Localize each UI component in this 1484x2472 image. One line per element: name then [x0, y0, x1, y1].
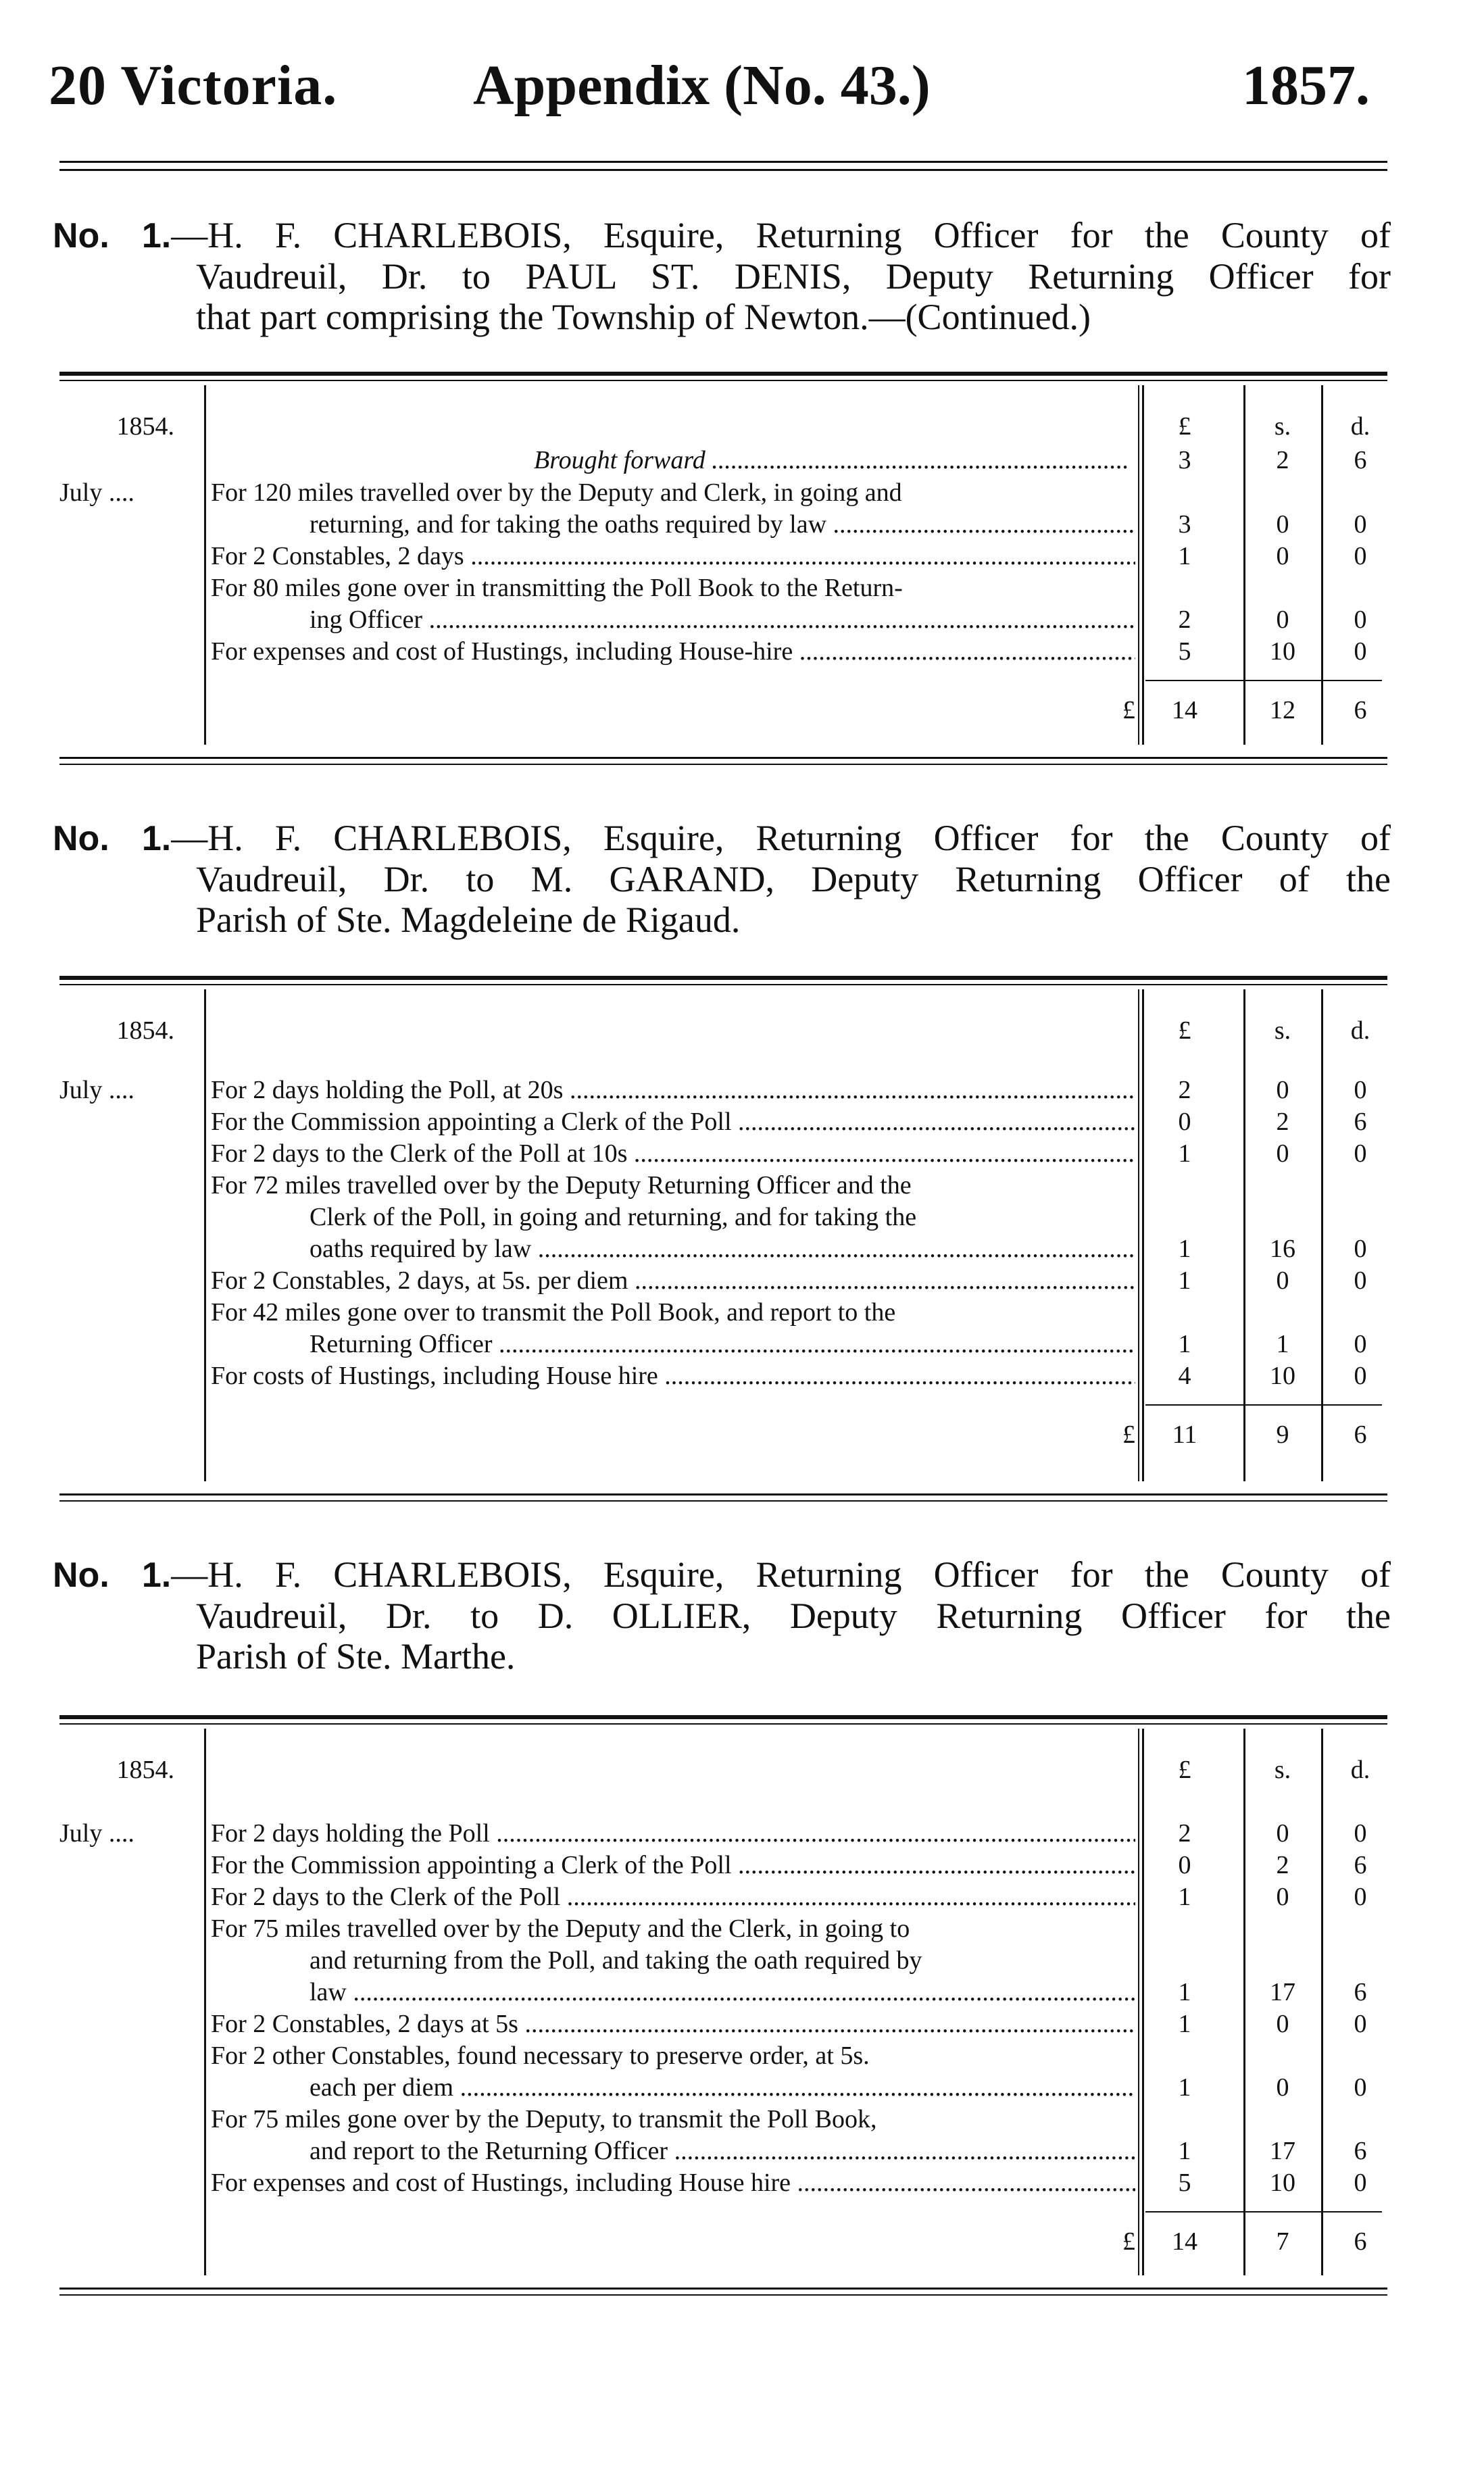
- amount-s: 10: [1270, 637, 1295, 666]
- ledger-item-text: For 72 miles travelled over by the Deputy Returning Officer and the: [211, 1171, 912, 1200]
- table-bottom-rule: [59, 1493, 1387, 1495]
- column-divider: [1142, 1729, 1144, 2275]
- section-heading: [53, 1554, 1391, 1677]
- ledger-item-text: For 2 other Constables, found necessary to preserve order, at 5s.: [211, 2042, 870, 2070]
- page-header-left: 20 Victoria.: [49, 54, 338, 117]
- column-divider: [1138, 1729, 1139, 2275]
- ledger-item-text: For 2 Constables, 2 days at 5s .....: [211, 2010, 1135, 2038]
- column-divider: [204, 385, 206, 745]
- ledger-item-line: [211, 541, 1135, 572]
- ledger-item-text: For 75 miles gone over by the Deputy, to transmit the Poll Book,: [211, 2105, 877, 2133]
- ledger-item-text: law .....: [310, 1978, 1135, 2006]
- table-top-rule-thin: [59, 380, 1387, 381]
- page-header-right: 1857.: [1242, 54, 1370, 117]
- ledger-item-line: [211, 1850, 1135, 1881]
- amount-l: 1: [1178, 1266, 1191, 1295]
- ledger-item-text: For 2 Constables, 2 days, at 5s. per diem .....: [211, 1266, 1135, 1295]
- ledger-item-text: For the Commission appointing a Clerk of the Poll .....: [211, 1851, 1135, 1879]
- amount-d: 0: [1354, 1883, 1367, 1911]
- amount-s: 0: [1276, 510, 1289, 539]
- ledger-item-line: [310, 1202, 1135, 1233]
- ledger-item-text: For costs of Hustings, including House hire .....: [211, 1362, 1135, 1390]
- column-divider: [1243, 385, 1245, 745]
- ledger-item-line: [211, 1881, 1135, 1912]
- ledger-item-line: [310, 1977, 1135, 2008]
- heading-line: Parish of Ste. Marthe.: [196, 1636, 516, 1677]
- ledger-item-text: For 2 Constables, 2 days .....: [211, 542, 1135, 570]
- ledger-item-line: [211, 1170, 1135, 1201]
- total-s: 7: [1276, 2227, 1289, 2256]
- table-top-rule-thin: [59, 1723, 1387, 1725]
- year-label: 1854.: [116, 1016, 174, 1045]
- ledger-item-line: [310, 604, 1135, 635]
- heading-text: —H. F. CHARLEBOIS, Esquire, Returning Officer for the County of: [171, 818, 1391, 858]
- sum-rule: [1145, 2211, 1382, 2213]
- amount-l: 5: [1178, 637, 1191, 666]
- amount-d: 6: [1354, 2137, 1367, 2165]
- amount-s: 0: [1276, 2073, 1289, 2102]
- ledger-item-line: [211, 1818, 1135, 1849]
- table-top-rule: [59, 372, 1387, 376]
- ledger-item-text: For expenses and cost of Hustings, including House hire .....: [211, 2169, 1135, 2197]
- ledger-item-text: For 120 miles travelled over by the Deputy and Clerk, in going and: [211, 478, 902, 507]
- table-bottom-rule-thin: [59, 2294, 1387, 2296]
- column-divider: [1138, 989, 1139, 1481]
- amount-l: 2: [1178, 605, 1191, 634]
- ledger-item-line: [211, 1297, 1135, 1328]
- amount-l: 2: [1178, 1819, 1191, 1848]
- heading-line: [53, 215, 1391, 256]
- ledger-item-text: For the Commission appointing a Clerk of the Poll .....: [211, 1108, 1135, 1136]
- ledger-item-text: For 80 miles gone over in transmitting the Poll Book to the Return-: [211, 574, 903, 602]
- total-l: 14: [1172, 2227, 1197, 2256]
- amount-s: 0: [1276, 1139, 1289, 1168]
- month-label: July ....: [59, 1076, 134, 1104]
- amount-s: 16: [1270, 1235, 1295, 1263]
- heading-number: No. 1.: [53, 216, 172, 255]
- amount-d: 6: [1354, 446, 1367, 474]
- column-header-pounds: £: [1178, 1756, 1191, 1784]
- amount-s: 0: [1276, 1883, 1289, 1911]
- column-header-pounds: £: [1178, 412, 1191, 441]
- amount-l: 1: [1178, 1978, 1191, 2006]
- amount-l: 4: [1178, 1362, 1191, 1390]
- section-heading: [53, 215, 1391, 337]
- amount-s: 2: [1276, 446, 1289, 474]
- total-s: 9: [1276, 1420, 1289, 1449]
- ledger-item-text: For 75 miles travelled over by the Deputy and the Clerk, in going to: [211, 1914, 910, 1943]
- column-header-pence: d.: [1350, 1016, 1370, 1045]
- ledger-item-line: [211, 572, 1135, 603]
- amount-s: 10: [1270, 2169, 1295, 2197]
- column-divider: [1142, 989, 1144, 1481]
- ledger-item-line: [211, 2104, 1135, 2135]
- amount-s: 0: [1276, 1076, 1289, 1104]
- total-d: 6: [1354, 2227, 1367, 2256]
- amount-d: 0: [1354, 1819, 1367, 1848]
- total-s: 12: [1270, 696, 1295, 724]
- ledger-item-line: [211, 2008, 1135, 2040]
- ledger-item-line: [310, 1233, 1135, 1264]
- column-divider: [1321, 989, 1323, 1481]
- amount-d: 0: [1354, 637, 1367, 666]
- ledger-item-text: and report to the Returning Officer .....: [310, 2137, 1135, 2165]
- amount-l: 3: [1178, 446, 1191, 474]
- ledger-item-line: [310, 1945, 1135, 1976]
- amount-d: 0: [1354, 1139, 1367, 1168]
- amount-d: 0: [1354, 2169, 1367, 2197]
- amount-l: 1: [1178, 1235, 1191, 1263]
- ledger-item-text: and returning from the Poll, and taking the oath required by: [310, 1946, 922, 1975]
- month-label: July ....: [59, 1819, 134, 1848]
- amount-d: 0: [1354, 1362, 1367, 1390]
- ledger-item-line: [211, 477, 1135, 508]
- column-header-shillings: s.: [1274, 1016, 1291, 1045]
- amount-s: 10: [1270, 1362, 1295, 1390]
- column-divider: [204, 1729, 206, 2275]
- amount-l: 1: [1178, 2010, 1191, 2038]
- heading-line: Vaudreuil, Dr. to PAUL ST. DENIS, Deputy Returning Officer for: [196, 256, 1391, 297]
- amount-l: 1: [1178, 1883, 1191, 1911]
- amount-s: 2: [1276, 1851, 1289, 1879]
- column-header-shillings: s.: [1274, 1756, 1291, 1784]
- ledger-item-text: returning, and for taking the oaths required by law .....: [310, 510, 1135, 539]
- heading-text: —H. F. CHARLEBOIS, Esquire, Returning Officer for the County of: [171, 215, 1391, 255]
- heading-line: Vaudreuil, Dr. to M. GARAND, Deputy Returning Officer of the: [196, 859, 1391, 899]
- ledger-item-line: [310, 2072, 1135, 2103]
- heading-line: [53, 818, 1391, 859]
- column-divider: [1321, 385, 1323, 745]
- header-rule: [59, 169, 1387, 171]
- month-label: July ....: [59, 478, 134, 507]
- amount-l: 0: [1178, 1851, 1191, 1879]
- ledger-item-line: [211, 1138, 1135, 1169]
- amount-l: 1: [1178, 542, 1191, 570]
- table-top-rule: [59, 976, 1387, 980]
- total-l: 11: [1172, 1420, 1197, 1449]
- ledger-item-line: [211, 636, 1135, 667]
- column-header-pence: d.: [1350, 412, 1370, 441]
- amount-l: 0: [1178, 1108, 1191, 1136]
- ledger-item-line: [211, 1913, 1135, 1944]
- total-symbol: £: [1122, 1420, 1135, 1449]
- brought-forward-text: Brought forward .....: [534, 446, 1129, 474]
- amount-s: 0: [1276, 1266, 1289, 1295]
- heading-number: No. 1.: [53, 1556, 172, 1595]
- ledger-item-text: ing Officer .....: [310, 605, 1135, 634]
- amount-l: 2: [1178, 1076, 1191, 1104]
- amount-s: 0: [1276, 605, 1289, 634]
- ledger-item-line: [211, 1360, 1135, 1391]
- amount-s: 17: [1270, 1978, 1295, 2006]
- amount-d: 0: [1354, 1330, 1367, 1358]
- ledger-item-text: For 2 days to the Clerk of the Poll at 10s .....: [211, 1139, 1135, 1168]
- table-bottom-rule-thin: [59, 1500, 1387, 1502]
- ledger-item-line: [211, 1265, 1135, 1296]
- amount-d: 0: [1354, 1076, 1367, 1104]
- amount-s: 0: [1276, 2010, 1289, 2038]
- amount-l: 5: [1178, 2169, 1191, 2197]
- section-heading: [53, 818, 1391, 940]
- amount-d: 0: [1354, 510, 1367, 539]
- amount-s: 17: [1270, 2137, 1295, 2165]
- heading-line: [53, 1554, 1391, 1596]
- sum-rule: [1145, 1404, 1382, 1406]
- amount-s: 0: [1276, 1819, 1289, 1848]
- ledger-item-line: [211, 1106, 1135, 1137]
- amount-s: 2: [1276, 1108, 1289, 1136]
- amount-d: 0: [1354, 2010, 1367, 2038]
- table-bottom-rule-thin: [59, 764, 1387, 765]
- amount-d: 0: [1354, 605, 1367, 634]
- heading-line: Vaudreuil, Dr. to D. OLLIER, Deputy Returning Officer for the: [196, 1596, 1391, 1636]
- total-symbol: £: [1122, 2227, 1135, 2256]
- ledger-item-text: For expenses and cost of Hustings, including House-hire .....: [211, 637, 1135, 666]
- amount-l: 3: [1178, 510, 1191, 539]
- amount-l: 1: [1178, 1139, 1191, 1168]
- column-divider: [1142, 385, 1144, 745]
- total-d: 6: [1354, 1420, 1367, 1449]
- amount-l: 1: [1178, 2137, 1191, 2165]
- total-symbol: £: [1122, 696, 1135, 724]
- amount-d: 6: [1354, 1978, 1367, 2006]
- ledger-item-text: oaths required by law .....: [310, 1235, 1135, 1263]
- total-d: 6: [1354, 696, 1367, 724]
- amount-s: 0: [1276, 542, 1289, 570]
- column-header-pence: d.: [1350, 1756, 1370, 1784]
- ledger-item-line: [310, 1329, 1135, 1360]
- sum-rule: [1145, 680, 1382, 681]
- ledger-item-text: For 2 days holding the Poll .....: [211, 1819, 1135, 1848]
- heading-line: that part comprising the Township of Newton.—(Continued.): [196, 297, 1091, 337]
- ledger-item-line: [310, 2135, 1135, 2167]
- total-l: 14: [1172, 696, 1197, 724]
- column-divider: [1321, 1729, 1323, 2275]
- page-header-center: Appendix (No. 43.): [473, 54, 931, 117]
- heading-text: —H. F. CHARLEBOIS, Esquire, Returning Officer for the County of: [171, 1554, 1391, 1595]
- ledger-item-text: each per diem .....: [310, 2073, 1135, 2102]
- heading-line: Parish of Ste. Magdeleine de Rigaud.: [196, 899, 741, 940]
- year-label: 1854.: [116, 412, 174, 441]
- column-divider: [1243, 989, 1245, 1481]
- column-divider: [204, 989, 206, 1481]
- table-bottom-rule: [59, 757, 1387, 759]
- column-divider: [1243, 1729, 1245, 2275]
- amount-d: 0: [1354, 1235, 1367, 1263]
- heading-number: No. 1.: [53, 819, 172, 858]
- ledger-item-text: For 2 days to the Clerk of the Poll .....: [211, 1883, 1135, 1911]
- table-top-rule-thin: [59, 984, 1387, 985]
- ledger-item-line: [211, 1074, 1135, 1106]
- year-label: 1854.: [116, 1756, 174, 1784]
- amount-l: 1: [1178, 2073, 1191, 2102]
- amount-d: 0: [1354, 1266, 1367, 1295]
- column-header-pounds: £: [1178, 1016, 1191, 1045]
- amount-l: 1: [1178, 1330, 1191, 1358]
- brought-forward-label: [534, 445, 1129, 476]
- column-header-shillings: s.: [1274, 412, 1291, 441]
- ledger-item-text: For 42 miles gone over to transmit the Poll Book, and report to the: [211, 1298, 896, 1327]
- ledger-item-line: [211, 2040, 1135, 2071]
- ledger-item-line: [310, 509, 1135, 540]
- amount-d: 6: [1354, 1851, 1367, 1879]
- amount-d: 0: [1354, 2073, 1367, 2102]
- ledger-item-text: For 2 days holding the Poll, at 20s .....: [211, 1076, 1135, 1104]
- ledger-item-line: [211, 2167, 1135, 2198]
- amount-d: 0: [1354, 542, 1367, 570]
- table-top-rule: [59, 1715, 1387, 1719]
- amount-s: 1: [1276, 1330, 1289, 1358]
- ledger-item-text: Returning Officer .....: [310, 1330, 1135, 1358]
- amount-d: 6: [1354, 1108, 1367, 1136]
- ledger-item-text: Clerk of the Poll, in going and returning, and for taking the: [310, 1203, 917, 1231]
- header-rule: [59, 161, 1387, 163]
- column-divider: [1138, 385, 1139, 745]
- table-bottom-rule: [59, 2288, 1387, 2290]
